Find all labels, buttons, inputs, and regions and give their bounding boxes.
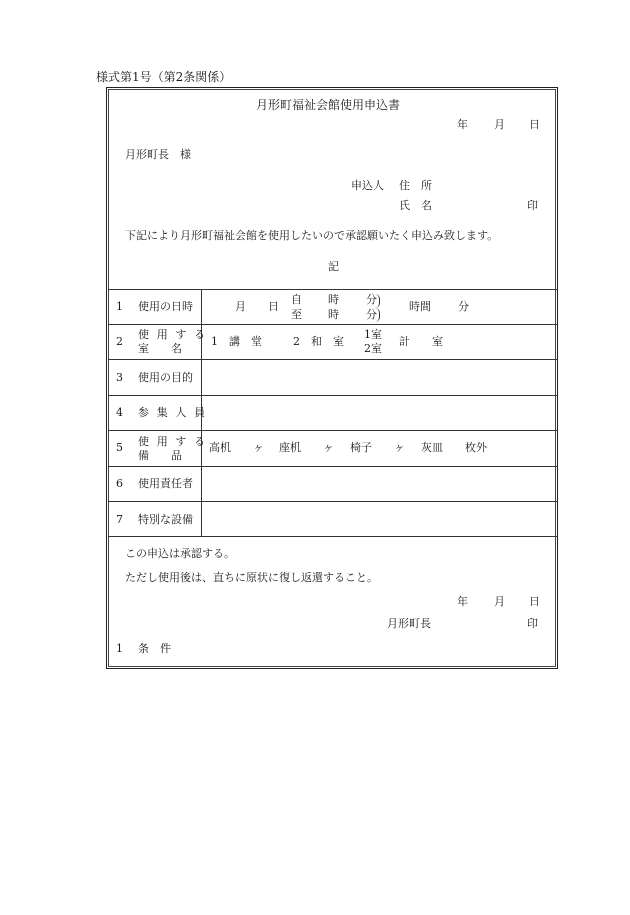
approval-year: 年 bbox=[457, 595, 468, 608]
row-3-label: 使用の目的 bbox=[138, 371, 193, 384]
row-6-label: 使用責任者 bbox=[138, 477, 193, 490]
applicant-label: 申込人 bbox=[351, 179, 384, 192]
row-2-label-top: 使用する bbox=[138, 328, 213, 341]
row-3-number: 3 bbox=[116, 371, 123, 384]
addressee: 月形町長 様 bbox=[125, 148, 191, 161]
row-2-number: 2 bbox=[116, 335, 123, 348]
equipment-high-desk: 高机 ヶ bbox=[209, 441, 264, 454]
room-count-2: 2室 bbox=[364, 342, 382, 355]
row-5-number: 5 bbox=[116, 441, 123, 454]
row-divider bbox=[108, 324, 557, 325]
table-bottom-line bbox=[108, 536, 557, 537]
duration-minutes: 分 bbox=[458, 300, 469, 313]
equipment-chair: 椅子 ヶ bbox=[350, 441, 405, 454]
row-divider bbox=[108, 430, 557, 431]
usage-month: 月 bbox=[235, 300, 246, 313]
row-divider bbox=[108, 501, 557, 502]
approval-month: 月 bbox=[494, 595, 505, 608]
time-from-minute: 分 bbox=[366, 293, 377, 306]
conditions-number: 1 bbox=[116, 642, 123, 655]
row-divider bbox=[108, 395, 557, 396]
approval-line-2: ただし使用後は、直ちに原状に復し返還すること。 bbox=[125, 571, 378, 584]
approval-day: 日 bbox=[529, 595, 540, 608]
ki-label: 記 bbox=[328, 260, 339, 273]
duration-hours: 時間 bbox=[409, 300, 431, 313]
table-top-line bbox=[108, 289, 557, 290]
applicant-seal: 印 bbox=[527, 199, 538, 212]
approval-line-1: この申込は承認する。 bbox=[125, 547, 235, 560]
row-1-label: 使用の日時 bbox=[138, 300, 193, 313]
approval-seal: 印 bbox=[527, 617, 538, 630]
time-to-label: 至 bbox=[291, 308, 302, 321]
row-4-number: 4 bbox=[116, 406, 123, 419]
row-5-label-bottom: 備 品 bbox=[138, 449, 182, 462]
applicant-address-label: 住 所 bbox=[399, 179, 432, 192]
room-hall: 1 講 堂 bbox=[211, 335, 262, 348]
room-japanese: 2 和 室 bbox=[293, 335, 344, 348]
applicant-name-label: 氏 名 bbox=[399, 199, 432, 212]
equipment-ashtray: 灰皿 枚外 bbox=[421, 441, 487, 454]
row-7-number: 7 bbox=[116, 513, 123, 526]
row-divider bbox=[108, 359, 557, 360]
room-count-1: 1室 bbox=[364, 328, 382, 341]
row-divider bbox=[108, 466, 557, 467]
usage-day: 日 bbox=[268, 300, 279, 313]
time-to-minute: 分 bbox=[366, 308, 377, 321]
row-4-label: 参集人員 bbox=[138, 406, 213, 419]
row-7-label: 特別な設備 bbox=[138, 513, 193, 526]
date-day: 日 bbox=[529, 118, 540, 131]
row-1-number: 1 bbox=[116, 300, 123, 313]
approval-mayor: 月形町長 bbox=[387, 617, 431, 630]
row-6-number: 6 bbox=[116, 477, 123, 490]
date-year: 年 bbox=[457, 118, 468, 131]
time-to-hour: 時 bbox=[328, 308, 339, 321]
request-text: 下記により月形町福祉会館を使用したいので承認願いたく申込み致します。 bbox=[125, 229, 499, 242]
row-5-label-top: 使用する bbox=[138, 435, 213, 448]
conditions-label: 条 件 bbox=[138, 642, 171, 655]
form-title: 月形町福祉会館使用申込書 bbox=[256, 98, 401, 112]
form-number: 様式第1号（第2条関係） bbox=[96, 70, 232, 84]
time-from-label: 自 bbox=[291, 293, 302, 306]
time-from-hour: 時 bbox=[328, 293, 339, 306]
row-2-label-bottom: 室 名 bbox=[138, 342, 182, 355]
room-total: 計 室 bbox=[399, 335, 443, 348]
date-month: 月 bbox=[494, 118, 505, 131]
equipment-low-desk: 座机 ヶ bbox=[279, 441, 334, 454]
